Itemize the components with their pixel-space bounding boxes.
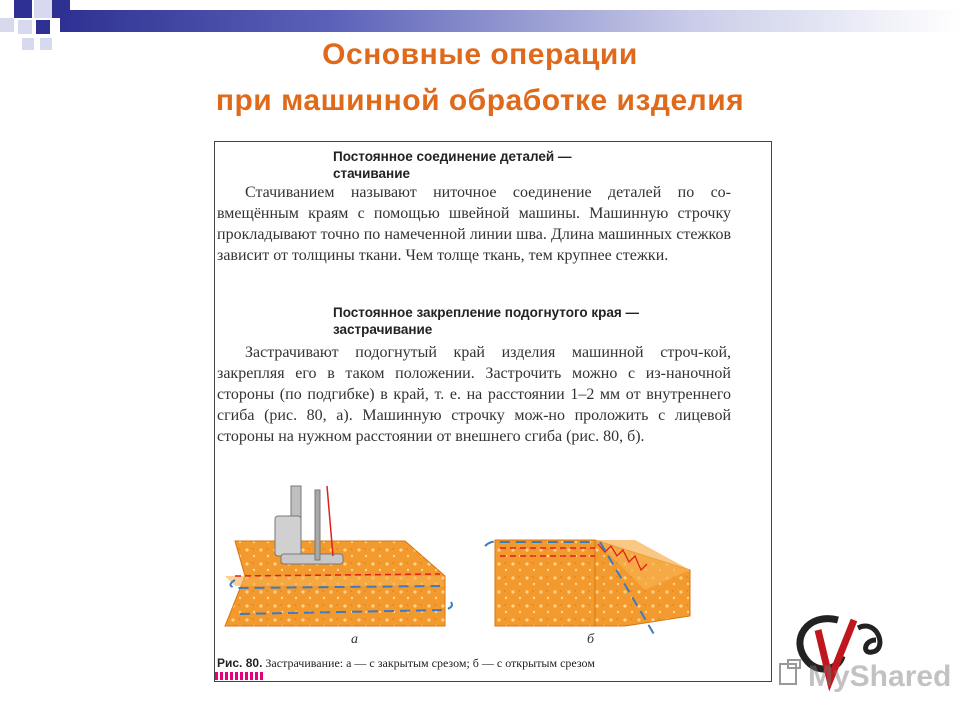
figure-caption xyxy=(217,656,595,671)
figure-caption-prefix: Рис. 80. xyxy=(217,656,263,670)
textbook-page xyxy=(214,141,772,682)
section2-paragraph: Застрачивают подогнутый край изделия машинной строч-кой, закрепляя его в таком положении. Застрочить можно с из-наночной стороны (по подгибке) в край, т. е. на расстоянии 1–2 мм от внутреннего сгиба (рис. 80, а). Машинную строчку мож-но проложить с лицевой стороны на нужном расстоянии от внешнего сгиба (рис. 80, б). xyxy=(217,344,731,445)
section2-heading-line2: застрачивание xyxy=(333,322,433,337)
page-color-strip xyxy=(215,672,265,680)
watermark-icon xyxy=(780,660,800,684)
section2-heading-line1: Постоянное закрепление подогнутого края — xyxy=(333,305,640,320)
header-gradient-bar xyxy=(60,10,960,32)
figure-caption-text: Застрачивание: а — с закрытым срезом; б — с открытым срезом xyxy=(265,656,595,670)
watermark-text: MyShared xyxy=(808,660,952,693)
figure-label-b: б xyxy=(587,632,595,647)
section1-paragraph: Стачиванием называют ниточное соединение деталей по со-вмещённым краям с помощью швейной машины. Машинную строчку прокладывают точно по намеченной линии шва. Длина машинных стежков зависит от толщины ткани. Чем толще ткань, тем крупнее стежки. xyxy=(217,184,731,264)
slide-title-line2: при машинной обработке изделия xyxy=(215,84,745,117)
figure-80-illustration xyxy=(215,476,771,656)
section1-heading-line2: стачивание xyxy=(333,166,411,181)
section1-heading-line1: Постоянное соединение деталей — xyxy=(333,149,572,164)
figure-label-a: а xyxy=(351,632,358,647)
slide-title-line1: Основные операции xyxy=(322,38,638,71)
fabric-b xyxy=(485,540,690,636)
